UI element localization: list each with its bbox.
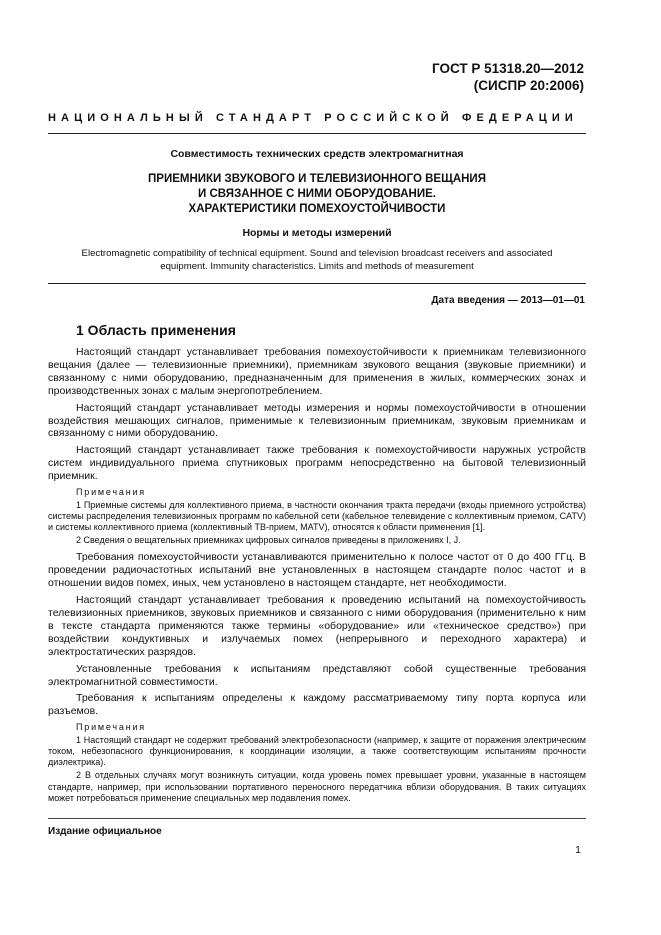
paragraph: Требования помехоустойчивости устанавливаются применительно к полосе частот от 0 до 400 ГГц. В проведении радиочастотных испытаний вне установленных в настоящем стандарте полос частот и в отношении видов помех, иных, чем установлено в настоящем стандарте, нет необходимости.	[48, 551, 586, 590]
standard-designation	[432, 60, 584, 94]
standard-alt-number: (СИСПР 20:2006)	[473, 78, 584, 93]
title-main-line: И СВЯЗАННОЕ С НИМИ ОБОРУДОВАНИЕ.	[198, 188, 436, 200]
title-rule	[48, 283, 586, 284]
note: 2 В отдельных случаях могут возникнуть ситуации, когда уровень помех превышает уровни, указанные в настоящем стандарте, например, при использовании портативного переносного передатчика вблизи оборудования. В таких ситуациях может потребоваться применение специальных мер подавления помех.	[48, 770, 586, 803]
paragraph: Настоящий стандарт устанавливает также требования к помехоустойчивости наружных устройств систем индивидуального приема спутниковых программ непосредственно на бытовой телевизионный приемник.	[48, 444, 586, 483]
title-english	[48, 248, 586, 273]
edition-label: Издание официальное	[48, 826, 162, 837]
title-sub: Нормы и методы измерений	[242, 227, 392, 239]
title-group: Совместимость технических средств электромагнитная	[170, 148, 464, 160]
page-number: 1	[575, 844, 581, 856]
footer-rule	[48, 818, 586, 819]
paragraph: Настоящий стандарт устанавливает требования помехоустойчивости к приемникам телевизионного вещания (далее — телевизионные приемники), приемникам звукового вещания (звуковые приемники) и связанному с ними оборудованию, предназначенным для применения в жилых, коммерческих зонах и производственных зонах с малым энергопотреблением.	[48, 346, 586, 397]
notes-heading: Примечания	[76, 722, 146, 733]
standard-number: ГОСТ Р 51318.20—2012	[432, 61, 584, 76]
title-english-line: Electromagnetic compatibility of technical equipment. Sound and television broadcast receivers and associated	[81, 248, 553, 259]
title-main	[48, 172, 586, 217]
title-main-line: ПРИЕМНИКИ ЗВУКОВОГО И ТЕЛЕВИЗИОННОГО ВЕЩАНИЯ	[148, 173, 486, 185]
paragraph: Установленные требования к испытаниям представляют собой существенные требования электромагнитной совместимости.	[48, 662, 586, 688]
notes-heading: Примечания	[76, 487, 146, 498]
paragraph: Настоящий стандарт устанавливает методы измерения и нормы помехоустойчивости в отношении воздействия мешающих сигналов, применимые к телевизионным приемникам, звуковым приемникам и связанному с ними оборудованию.	[48, 401, 586, 440]
paragraph: Требования к испытаниям определены к каждому рассматриваемому типу порта корпуса или разъемов.	[48, 692, 586, 718]
title-english-line: equipment. Immunity characteristics. Limits and methods of measurement	[160, 260, 474, 272]
note: 2 Сведения о вещательных приемниках цифровых сигналов приведены в приложениях I, J.	[76, 535, 461, 546]
paragraph: Настоящий стандарт устанавливает требования к проведению испытаний на помехоустойчивость телевизионных приемников, звуковых приемников и связанного с ними оборудования (применительно к ним в тексте стандарта применяются также термины «оборудование» или «техническое средство») при воздействии кондуктивных и излучаемых помех (непрерывного и переходного характера) и электростатических разрядов.	[48, 594, 586, 658]
section-body	[48, 346, 586, 806]
title-main-line: ХАРАКТЕРИСТИКИ ПОМЕХОУСТОЙЧИВОСТИ	[188, 203, 446, 215]
national-standard-banner: НАЦИОНАЛЬНЫЙ СТАНДАРТ РОССИЙСКОЙ ФЕДЕРАЦИИ	[48, 112, 578, 124]
section-heading: 1 Область применения	[76, 322, 236, 338]
note: 1 Настоящий стандарт не содержит требований электробезопасности (например, к защите от поражения электрическим током, небезопасного функционирования, к координации изоляции, а также соответствующим испытаниям прочности диэлектрика).	[48, 734, 586, 768]
introduction-date: Дата введения — 2013—01—01	[431, 295, 585, 306]
header-rule	[48, 133, 586, 134]
note: 1 Приемные системы для коллективного приема, в частности окончания тракта передачи (входы приемного устройства) системы распределения телевизионных программ по кабельной сети (кабельное телевидение с коллективным приемом, CATV) и системы коллективного приема (коллективный ТВ-прием, MATV), относятся к области применения [1].	[48, 499, 586, 532]
